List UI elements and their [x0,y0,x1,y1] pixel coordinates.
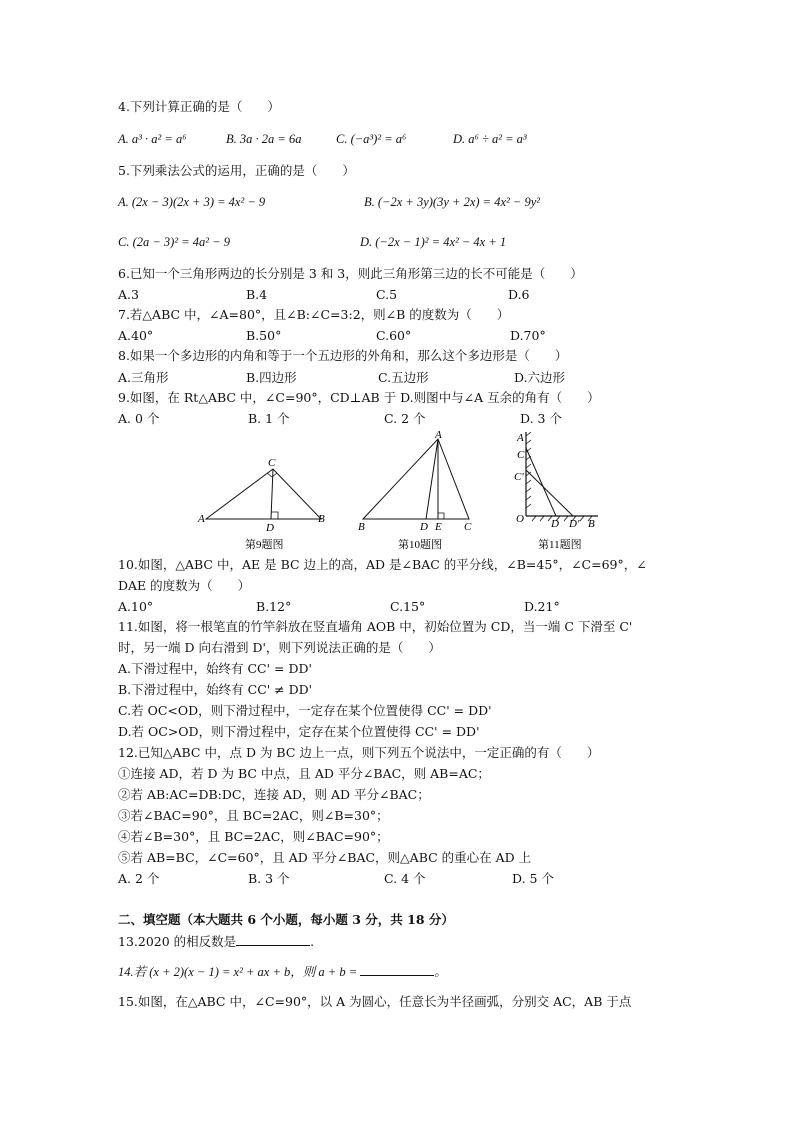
fig10-label-b: B [358,521,365,533]
q14-stem: 14.若 (x + 2)(x − 1) = x² + ax + b，则 a + b = [118,965,358,979]
q9-stem: 9.如图，在 Rt△ABC 中，∠C=90°，CD⊥AB 于 D.则图中与∠A 互余的角有（ ） [118,390,600,405]
fig9-caption: 第9题图 [245,539,284,551]
fig9-right-angle-mark-c [267,473,277,477]
fig9-triangle [206,469,321,519]
q12-option-d: D. 5 个 [512,871,554,886]
fig11-label-cprime: C' [514,471,524,483]
fig11-label-o: O [516,513,524,525]
q9-option-d: D. 3 个 [520,411,562,426]
q13-stem: 13.2020 的相反数是 [118,934,237,949]
q6-option-b: B.4 [246,287,268,302]
fig9-label-a: A [198,513,205,525]
fig10-label-a: A [435,429,442,441]
fig10-label-d: D [420,521,428,533]
q13-end: . [310,934,315,949]
q11-option-d: D.若 OC>OD，则下滑过程中，定存在某个位置使得 CC' = DD' [118,724,480,739]
q8-option-d: D.六边形 [514,370,566,385]
q14-end: 。 [434,965,447,979]
figure-11 [514,432,598,551]
q4-option-b: B. 3a · 2a = 6a [226,132,302,146]
q4-stem: 4.下列计算正确的是（ ） [118,99,280,114]
q12-option-a: A. 2 个 [118,871,160,886]
q13-answer-blank [236,933,310,946]
fig9-label-c: C [268,457,276,469]
q12-item-2: ②若 AB:AC=DB:DC，连接 AD，则 AD 平分∠BAC； [118,787,430,802]
q14 [118,963,447,980]
fig11-pole-cd [526,448,556,516]
figures-row [190,428,610,554]
q8-stem: 8.如果一个多边形的内角和等于一个五边形的外角和，那么这个多边形是（ ） [118,348,568,363]
q4-option-c: C. (−a³)² = a⁶ [336,132,407,146]
q13 [118,933,314,950]
q12-item-3: ③若∠BAC=90°，且 BC=2AC，则∠B=30°； [118,808,389,823]
q15-stem: 15.如图，在△ABC 中，∠C=90°，以 A 为圆心，任意长为半径画弧，分别交 AC，AB 于点 [118,994,632,1009]
fig11-wall-hatching [526,432,531,508]
q10-stem-line1: 10.如图，△ABC 中，AE 是 BC 边上的高，AD 是∠BAC 的平分线，∠B=45°，∠C=69°，∠ [118,557,647,572]
q10-option-d: D.21° [524,599,560,614]
fig10-bisector-ad [426,439,438,519]
fig9-label-d: D [266,522,274,534]
q12-stem: 12.已知△ABC 中，点 D 为 BC 边上一点，则下列五个说法中，一定正确的有（ ） [118,745,600,760]
q7-option-c: C.60° [376,328,412,343]
q6-option-a: A.3 [118,287,139,302]
fig11-label-dprime: D' [569,518,580,530]
q12-option-c: C. 4 个 [384,871,426,886]
fig10-label-e: E [435,521,442,533]
fig11-caption: 第11题图 [538,539,582,551]
q6-option-c: C.5 [376,287,398,302]
q11-option-c: C.若 OC<OD，则下滑过程中，一定存在某个位置使得 CC' = DD' [118,703,492,718]
q10-stem-line2: DAE 的度数为（ ） [118,578,251,593]
q5-option-d: D. (−2x − 1)² = 4x² − 4x + 1 [360,235,507,249]
q11-option-a: A.下滑过程中，始终有 CC' = DD' [118,661,312,676]
q9-option-c: C. 2 个 [384,411,426,426]
q7-option-a: A.40° [118,328,154,343]
q7-option-d: D.70° [510,328,546,343]
q11-stem-line2: 时，另一端 D 向右滑到 D'，则下列说法正确的是（ ） [118,640,441,655]
q9-option-b: B. 1 个 [248,411,290,426]
q10-option-b: B.12° [256,599,292,614]
q5-option-b: B. (−2x + 3y)(3y + 2x) = 4x² − 9y² [364,195,540,209]
q14-answer-blank [360,963,434,976]
q7-option-b: B.50° [246,328,282,343]
figure-10 [358,429,472,551]
q12-item-1: ①连接 AD，若 D 为 BC 中点，且 AD 平分∠BAC，则 AB=AC； [118,766,490,781]
fig10-caption: 第10题图 [398,539,442,551]
q5-stem: 5.下列乘法公式的运用，正确的是（ ） [118,163,355,178]
fig11-pole-cpdp [526,470,573,516]
fig9-right-angle-mark [271,512,278,519]
fig11-label-d: D [551,518,559,530]
fig10-right-angle-mark [438,513,444,519]
q8-option-b: B.四边形 [246,370,297,385]
q5-option-a: A. (2x − 3)(2x + 3) = 4x² − 9 [118,195,266,209]
section-2-title: 二、填空题（本大题共 6 个小题，每小题 3 分，共 18 分） [118,912,454,927]
fig11-ground-hatching [532,516,592,521]
q11-option-b: B.下滑过程中，始终有 CC' ≠ DD' [118,682,313,697]
q11-stem-line1: 11.如图，将一根笔直的竹竿斜放在竖直墙角 AOB 中，初始位置为 CD，当一端 C 下滑至 C' [118,619,633,634]
fig9-label-b: B [318,513,325,525]
q4-option-a: A. a³ · a² = a⁶ [118,132,187,146]
q7-stem: 7.若△ABC 中，∠A=80°，且∠B:∠C=3:2，则∠B 的度数为（ ） [118,307,510,322]
q6-stem: 6.已知一个三角形两边的长分别是 3 和 3，则此三角形第三边的长不可能是（ ） [118,266,583,281]
q6-option-d: D.6 [508,287,530,302]
fig11-label-c: C [517,449,525,461]
q10-option-c: C.15° [390,599,426,614]
q5-option-c: C. (2a − 3)² = 4a² − 9 [118,235,230,249]
q12-item-4: ④若∠B=30°，且 BC=2AC，则∠BAC=90°； [118,829,389,844]
q8-option-c: C.五边形 [378,370,429,385]
q12-option-b: B. 3 个 [248,871,290,886]
q8-option-a: A.三角形 [118,370,169,385]
q4-option-d: D. a⁶ ÷ a² = a³ [453,132,527,146]
fig10-label-c: C [464,521,472,533]
q10-option-a: A.10° [118,599,154,614]
fig10-triangle [363,439,469,519]
figure-9 [197,457,325,551]
fig11-label-b: B [588,518,595,530]
q12-item-5: ⑤若 AB=BC，∠C=60°，且 AD 平分∠BAC，则△ABC 的重心在 AD 上 [118,850,532,865]
q9-option-a: A. 0 个 [118,411,160,426]
fig11-label-a: A [517,432,524,444]
